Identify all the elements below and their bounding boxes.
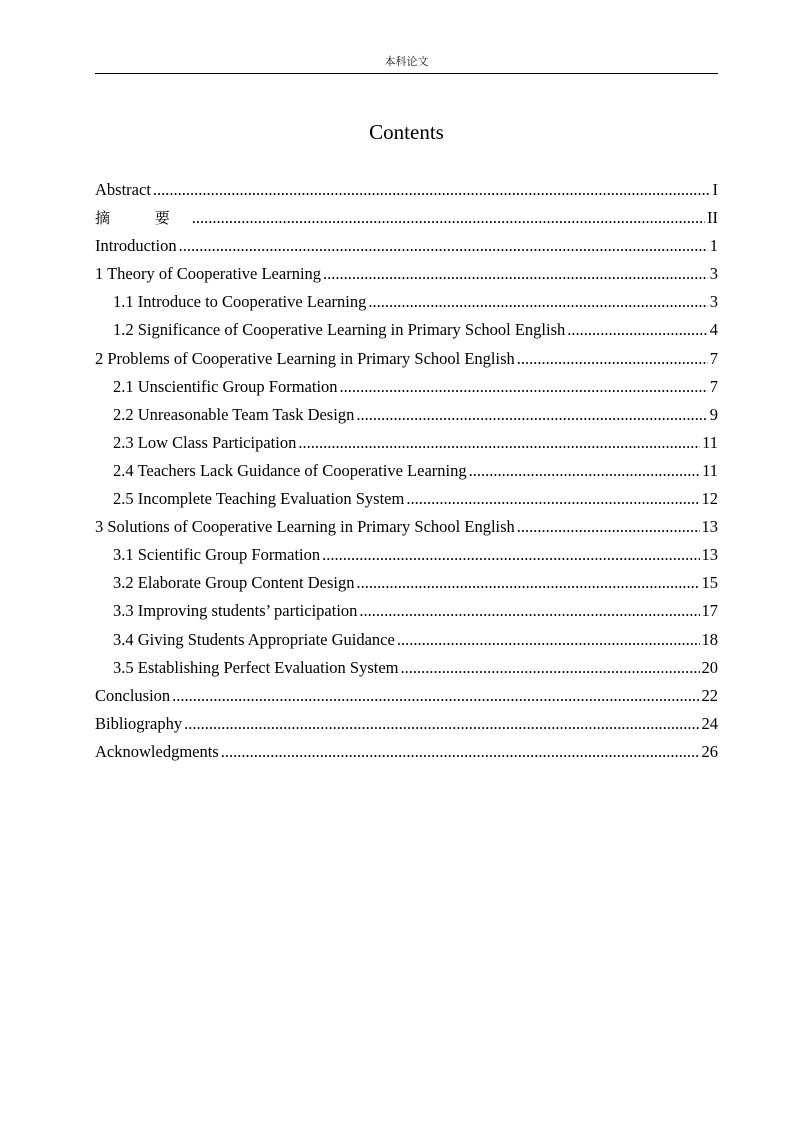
toc-entry-label: 3.3 Improving students’ participation	[113, 601, 358, 621]
dot-leader	[368, 288, 707, 316]
toc-entry-section-2-5[interactable]	[95, 485, 718, 513]
toc-entry-section-2-2[interactable]	[95, 401, 718, 429]
toc-entry-conclusion[interactable]	[95, 682, 718, 710]
dot-leader	[192, 204, 705, 232]
dot-leader	[357, 569, 700, 597]
toc-entry-label: 2.1 Unscientific Group Formation	[113, 376, 338, 396]
toc-entry-section-1-2[interactable]	[95, 316, 718, 344]
toc-entry-section-1-1[interactable]	[95, 288, 718, 316]
toc-page-number: 13	[701, 545, 718, 565]
toc-entry-label: 3.1 Scientific Group Formation	[113, 545, 321, 565]
toc-page-number: 20	[701, 657, 718, 677]
toc-entry-section-3-4[interactable]	[95, 626, 718, 654]
dot-leader	[517, 345, 708, 373]
toc-page-number: 11	[702, 460, 718, 480]
toc-entry-section-2-1[interactable]	[95, 373, 718, 401]
header-divider	[95, 73, 718, 74]
page-title: Contents	[369, 120, 444, 144]
dot-leader	[401, 654, 700, 682]
toc-page-number: 1	[709, 236, 718, 256]
dot-leader	[322, 541, 699, 569]
toc-page-number: 24	[701, 713, 718, 733]
dot-leader	[469, 457, 701, 485]
toc-entry-label: Introduction	[95, 236, 177, 256]
toc-entry-introduction[interactable]	[95, 232, 718, 260]
toc-entry-section-3-5[interactable]	[95, 654, 718, 682]
toc-page-number: 3	[709, 292, 718, 312]
toc-entry-label: 2.2 Unreasonable Team Task Design	[113, 404, 355, 424]
toc-entry-section-3-2[interactable]	[95, 569, 718, 597]
toc-page-number: 17	[701, 601, 718, 621]
dot-leader	[172, 682, 699, 710]
dot-leader	[153, 176, 711, 204]
toc-entry-label: 2.3 Low Class Participation	[113, 432, 297, 452]
dot-leader	[323, 260, 708, 288]
running-header: 本科论文	[384, 55, 429, 68]
toc-page-number: 13	[701, 517, 718, 537]
toc-page-number: 7	[709, 376, 718, 396]
toc-page-number: 12	[701, 489, 718, 509]
toc-page-number: 4	[709, 320, 718, 340]
toc-entry-label: 2 Problems of Cooperative Learning in Primary School English	[95, 348, 515, 368]
dot-leader	[298, 429, 700, 457]
toc-page-number: 22	[701, 685, 718, 705]
dot-leader	[356, 401, 707, 429]
toc-page-number: I	[712, 180, 718, 199]
toc-entry-acknowledgments[interactable]	[95, 738, 718, 766]
dot-leader	[406, 485, 699, 513]
toc-entry-label: Acknowledgments	[95, 741, 219, 761]
toc-entry-label: 摘 要	[95, 209, 190, 228]
dot-leader	[221, 738, 700, 766]
toc-page-number: 26	[701, 741, 718, 761]
toc-page-number: 7	[709, 348, 718, 368]
toc-entry-section-3-1[interactable]	[95, 541, 718, 569]
toc-entry-label: Conclusion	[95, 685, 171, 705]
toc-entry-abstract[interactable]	[95, 176, 718, 204]
toc-entry-chapter-2[interactable]	[95, 345, 718, 373]
toc-page-number: 9	[709, 404, 718, 424]
toc-entry-label: 1 Theory of Cooperative Learning	[95, 264, 322, 284]
toc-entry-label: 3 Solutions of Cooperative Learning in Primary School English	[95, 517, 515, 537]
toc-entry-section-2-3[interactable]	[95, 429, 718, 457]
toc-entry-label: 2.5 Incomplete Teaching Evaluation System	[113, 489, 405, 509]
dot-leader	[397, 626, 700, 654]
toc-page-number: 3	[709, 264, 718, 284]
dot-leader	[179, 232, 708, 260]
toc-entry-section-3-3[interactable]	[95, 597, 718, 625]
toc-page-number: 11	[702, 432, 718, 452]
toc-entry-label: 3.2 Elaborate Group Content Design	[113, 573, 355, 593]
dot-leader	[567, 316, 707, 344]
toc-entry-label: 1.2 Significance of Cooperative Learning in Primary School English	[113, 320, 566, 340]
toc-entry-label: Abstract	[95, 180, 151, 199]
toc-entry-chapter-3[interactable]	[95, 513, 718, 541]
toc-entry-section-2-4[interactable]	[95, 457, 718, 485]
toc-entry-label: 2.4 Teachers Lack Guidance of Cooperative Learning	[113, 460, 467, 480]
toc-entry-label: 3.5 Establishing Perfect Evaluation System	[113, 657, 399, 677]
toc-page-number: II	[707, 208, 718, 228]
dot-leader	[517, 513, 700, 541]
toc-entry-chinese-abstract[interactable]	[95, 204, 718, 232]
toc-entry-bibliography[interactable]	[95, 710, 718, 738]
dot-leader	[359, 597, 699, 625]
toc-page-number: 18	[701, 629, 718, 649]
toc-entry-chapter-1[interactable]	[95, 260, 718, 288]
toc-page-number: 15	[701, 573, 718, 593]
toc-entry-label: Bibliography	[95, 713, 183, 733]
dot-leader	[184, 710, 699, 738]
dot-leader	[340, 373, 708, 401]
toc-entry-label: 3.4 Giving Students Appropriate Guidance	[113, 629, 395, 649]
table-of-contents	[95, 176, 718, 766]
toc-entry-label: 1.1 Introduce to Cooperative Learning	[113, 292, 367, 312]
